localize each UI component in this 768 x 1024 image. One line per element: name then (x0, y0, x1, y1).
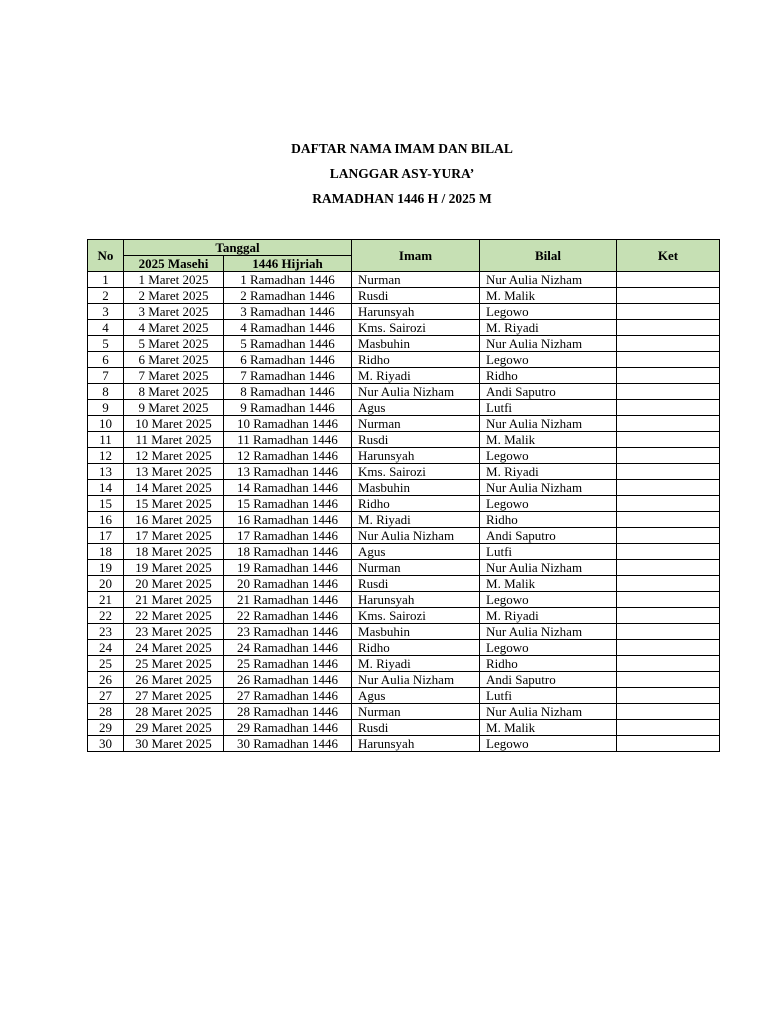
table-row (88, 720, 720, 736)
cell-no: 17 (88, 528, 124, 544)
cell-ket (617, 688, 720, 704)
cell-bilal: Andi Saputro (480, 528, 617, 544)
table-row (88, 352, 720, 368)
header-hijriah: 1446 Hijriah (224, 256, 352, 272)
cell-imam: Nur Aulia Nizham (352, 672, 480, 688)
cell-no: 15 (88, 496, 124, 512)
cell-ket (617, 512, 720, 528)
cell-imam: Harunsyah (352, 448, 480, 464)
cell-no: 30 (88, 736, 124, 752)
cell-imam: Ridho (352, 352, 480, 368)
table-row (88, 656, 720, 672)
cell-masehi: 12 Maret 2025 (124, 448, 224, 464)
table-row (88, 640, 720, 656)
cell-bilal: Legowo (480, 592, 617, 608)
cell-ket (617, 272, 720, 288)
cell-ket (617, 656, 720, 672)
cell-ket (617, 464, 720, 480)
cell-bilal: Ridho (480, 512, 617, 528)
cell-bilal: Nur Aulia Nizham (480, 416, 617, 432)
table-row (88, 704, 720, 720)
cell-no: 22 (88, 608, 124, 624)
cell-no: 10 (88, 416, 124, 432)
cell-hijriah: 4 Ramadhan 1446 (224, 320, 352, 336)
table-row (88, 512, 720, 528)
cell-imam: Harunsyah (352, 304, 480, 320)
cell-imam: Nurman (352, 560, 480, 576)
cell-masehi: 21 Maret 2025 (124, 592, 224, 608)
cell-hijriah: 5 Ramadhan 1446 (224, 336, 352, 352)
header-bilal: Bilal (480, 240, 617, 272)
table-row (88, 592, 720, 608)
cell-no: 1 (88, 272, 124, 288)
cell-hijriah: 26 Ramadhan 1446 (224, 672, 352, 688)
cell-masehi: 20 Maret 2025 (124, 576, 224, 592)
cell-no: 13 (88, 464, 124, 480)
cell-imam: Nur Aulia Nizham (352, 384, 480, 400)
cell-no: 20 (88, 576, 124, 592)
cell-bilal: Nur Aulia Nizham (480, 704, 617, 720)
cell-hijriah: 29 Ramadhan 1446 (224, 720, 352, 736)
cell-imam: Ridho (352, 640, 480, 656)
cell-hijriah: 18 Ramadhan 1446 (224, 544, 352, 560)
cell-ket (617, 720, 720, 736)
cell-imam: M. Riyadi (352, 368, 480, 384)
cell-bilal: Legowo (480, 352, 617, 368)
table-row (88, 672, 720, 688)
cell-ket (617, 560, 720, 576)
cell-no: 19 (88, 560, 124, 576)
cell-masehi: 16 Maret 2025 (124, 512, 224, 528)
cell-imam: Rusdi (352, 288, 480, 304)
table-row (88, 272, 720, 288)
header-no: No (88, 240, 124, 272)
cell-masehi: 26 Maret 2025 (124, 672, 224, 688)
cell-bilal: Nur Aulia Nizham (480, 624, 617, 640)
cell-ket (617, 400, 720, 416)
cell-ket (617, 416, 720, 432)
cell-ket (617, 576, 720, 592)
header-ket: Ket (617, 240, 720, 272)
cell-no: 27 (88, 688, 124, 704)
title-line-3: RAMADHAN 1446 H / 2025 M (312, 191, 492, 206)
cell-bilal: Nur Aulia Nizham (480, 272, 617, 288)
cell-hijriah: 17 Ramadhan 1446 (224, 528, 352, 544)
table-row (88, 608, 720, 624)
cell-no: 6 (88, 352, 124, 368)
cell-bilal: Legowo (480, 736, 617, 752)
cell-masehi: 3 Maret 2025 (124, 304, 224, 320)
cell-ket (617, 336, 720, 352)
cell-masehi: 6 Maret 2025 (124, 352, 224, 368)
cell-imam: Nurman (352, 704, 480, 720)
cell-hijriah: 6 Ramadhan 1446 (224, 352, 352, 368)
cell-hijriah: 2 Ramadhan 1446 (224, 288, 352, 304)
cell-ket (617, 544, 720, 560)
cell-bilal: Lutfi (480, 688, 617, 704)
cell-bilal: Nur Aulia Nizham (480, 336, 617, 352)
cell-hijriah: 1 Ramadhan 1446 (224, 272, 352, 288)
header-tanggal: Tanggal (124, 240, 352, 256)
cell-hijriah: 20 Ramadhan 1446 (224, 576, 352, 592)
cell-imam: Agus (352, 688, 480, 704)
cell-masehi: 2 Maret 2025 (124, 288, 224, 304)
cell-no: 28 (88, 704, 124, 720)
table-body (88, 272, 720, 752)
table-row (88, 544, 720, 560)
cell-no: 18 (88, 544, 124, 560)
cell-no: 16 (88, 512, 124, 528)
cell-imam: Kms. Sairozi (352, 320, 480, 336)
cell-hijriah: 9 Ramadhan 1446 (224, 400, 352, 416)
cell-bilal: Legowo (480, 448, 617, 464)
cell-no: 8 (88, 384, 124, 400)
cell-bilal: Andi Saputro (480, 384, 617, 400)
cell-masehi: 10 Maret 2025 (124, 416, 224, 432)
table-row (88, 336, 720, 352)
header-imam: Imam (352, 240, 480, 272)
cell-imam: Rusdi (352, 576, 480, 592)
table-row (88, 432, 720, 448)
cell-no: 21 (88, 592, 124, 608)
cell-masehi: 4 Maret 2025 (124, 320, 224, 336)
table-row (88, 400, 720, 416)
cell-ket (617, 448, 720, 464)
cell-imam: Nurman (352, 416, 480, 432)
cell-ket (617, 640, 720, 656)
table-row (88, 368, 720, 384)
cell-no: 14 (88, 480, 124, 496)
cell-bilal: Andi Saputro (480, 672, 617, 688)
cell-bilal: M. Malik (480, 576, 617, 592)
cell-masehi: 5 Maret 2025 (124, 336, 224, 352)
cell-hijriah: 24 Ramadhan 1446 (224, 640, 352, 656)
cell-masehi: 25 Maret 2025 (124, 656, 224, 672)
cell-bilal: M. Riyadi (480, 608, 617, 624)
cell-bilal: M. Malik (480, 288, 617, 304)
cell-masehi: 28 Maret 2025 (124, 704, 224, 720)
cell-no: 9 (88, 400, 124, 416)
cell-ket (617, 528, 720, 544)
cell-ket (617, 352, 720, 368)
table-row (88, 464, 720, 480)
cell-no: 3 (88, 304, 124, 320)
cell-imam: Nur Aulia Nizham (352, 528, 480, 544)
cell-masehi: 24 Maret 2025 (124, 640, 224, 656)
cell-masehi: 11 Maret 2025 (124, 432, 224, 448)
cell-hijriah: 21 Ramadhan 1446 (224, 592, 352, 608)
cell-hijriah: 15 Ramadhan 1446 (224, 496, 352, 512)
cell-imam: Rusdi (352, 432, 480, 448)
cell-imam: Agus (352, 544, 480, 560)
cell-no: 29 (88, 720, 124, 736)
cell-hijriah: 30 Ramadhan 1446 (224, 736, 352, 752)
cell-bilal: M. Malik (480, 720, 617, 736)
cell-ket (617, 304, 720, 320)
cell-masehi: 14 Maret 2025 (124, 480, 224, 496)
cell-masehi: 15 Maret 2025 (124, 496, 224, 512)
cell-hijriah: 27 Ramadhan 1446 (224, 688, 352, 704)
cell-imam: Ridho (352, 496, 480, 512)
cell-no: 4 (88, 320, 124, 336)
table-row (88, 688, 720, 704)
cell-hijriah: 12 Ramadhan 1446 (224, 448, 352, 464)
table-row (88, 320, 720, 336)
cell-bilal: Legowo (480, 640, 617, 656)
cell-ket (617, 624, 720, 640)
cell-masehi: 23 Maret 2025 (124, 624, 224, 640)
cell-ket (617, 368, 720, 384)
table-row (88, 576, 720, 592)
cell-imam: Kms. Sairozi (352, 608, 480, 624)
cell-masehi: 17 Maret 2025 (124, 528, 224, 544)
table-row (88, 624, 720, 640)
cell-masehi: 9 Maret 2025 (124, 400, 224, 416)
cell-hijriah: 23 Ramadhan 1446 (224, 624, 352, 640)
title-line-2: LANGGAR ASY-YURA’ (329, 166, 475, 181)
cell-no: 24 (88, 640, 124, 656)
table-row (88, 288, 720, 304)
cell-hijriah: 13 Ramadhan 1446 (224, 464, 352, 480)
cell-imam: M. Riyadi (352, 512, 480, 528)
cell-imam: Masbuhin (352, 624, 480, 640)
cell-no: 7 (88, 368, 124, 384)
document-title-block (0, 136, 768, 211)
table-row (88, 304, 720, 320)
imam-bilal-table (87, 239, 720, 752)
table-row (88, 448, 720, 464)
cell-hijriah: 3 Ramadhan 1446 (224, 304, 352, 320)
cell-masehi: 1 Maret 2025 (124, 272, 224, 288)
table-row (88, 528, 720, 544)
cell-masehi: 13 Maret 2025 (124, 464, 224, 480)
table-row (88, 736, 720, 752)
table-header-row-1 (88, 240, 720, 256)
cell-bilal: Nur Aulia Nizham (480, 480, 617, 496)
cell-imam: Harunsyah (352, 736, 480, 752)
cell-masehi: 19 Maret 2025 (124, 560, 224, 576)
cell-hijriah: 11 Ramadhan 1446 (224, 432, 352, 448)
cell-ket (617, 672, 720, 688)
cell-hijriah: 28 Ramadhan 1446 (224, 704, 352, 720)
cell-no: 25 (88, 656, 124, 672)
cell-no: 11 (88, 432, 124, 448)
cell-no: 2 (88, 288, 124, 304)
table-row (88, 480, 720, 496)
cell-bilal: Legowo (480, 304, 617, 320)
cell-ket (617, 704, 720, 720)
table-row (88, 560, 720, 576)
cell-ket (617, 480, 720, 496)
cell-imam: Nurman (352, 272, 480, 288)
cell-ket (617, 288, 720, 304)
table-row (88, 496, 720, 512)
cell-ket (617, 496, 720, 512)
cell-imam: Masbuhin (352, 480, 480, 496)
cell-imam: Masbuhin (352, 336, 480, 352)
cell-ket (617, 736, 720, 752)
cell-imam: M. Riyadi (352, 656, 480, 672)
cell-masehi: 30 Maret 2025 (124, 736, 224, 752)
cell-masehi: 27 Maret 2025 (124, 688, 224, 704)
table-row (88, 384, 720, 400)
cell-hijriah: 8 Ramadhan 1446 (224, 384, 352, 400)
cell-imam: Rusdi (352, 720, 480, 736)
cell-bilal: M. Riyadi (480, 464, 617, 480)
cell-bilal: Ridho (480, 656, 617, 672)
cell-imam: Kms. Sairozi (352, 464, 480, 480)
cell-masehi: 22 Maret 2025 (124, 608, 224, 624)
title-line-1: DAFTAR NAMA IMAM DAN BILAL (291, 141, 513, 156)
cell-hijriah: 25 Ramadhan 1446 (224, 656, 352, 672)
cell-bilal: Lutfi (480, 400, 617, 416)
cell-imam: Harunsyah (352, 592, 480, 608)
cell-ket (617, 432, 720, 448)
cell-ket (617, 608, 720, 624)
cell-bilal: Legowo (480, 496, 617, 512)
table-row (88, 416, 720, 432)
cell-no: 26 (88, 672, 124, 688)
cell-ket (617, 384, 720, 400)
header-masehi: 2025 Masehi (124, 256, 224, 272)
cell-bilal: M. Riyadi (480, 320, 617, 336)
cell-masehi: 7 Maret 2025 (124, 368, 224, 384)
cell-masehi: 29 Maret 2025 (124, 720, 224, 736)
cell-hijriah: 10 Ramadhan 1446 (224, 416, 352, 432)
cell-hijriah: 14 Ramadhan 1446 (224, 480, 352, 496)
cell-masehi: 18 Maret 2025 (124, 544, 224, 560)
cell-ket (617, 592, 720, 608)
cell-no: 5 (88, 336, 124, 352)
cell-hijriah: 16 Ramadhan 1446 (224, 512, 352, 528)
cell-bilal: Ridho (480, 368, 617, 384)
cell-no: 12 (88, 448, 124, 464)
cell-hijriah: 19 Ramadhan 1446 (224, 560, 352, 576)
cell-bilal: Nur Aulia Nizham (480, 560, 617, 576)
cell-bilal: M. Malik (480, 432, 617, 448)
cell-bilal: Lutfi (480, 544, 617, 560)
cell-imam: Agus (352, 400, 480, 416)
cell-ket (617, 320, 720, 336)
cell-no: 23 (88, 624, 124, 640)
cell-masehi: 8 Maret 2025 (124, 384, 224, 400)
cell-hijriah: 22 Ramadhan 1446 (224, 608, 352, 624)
cell-hijriah: 7 Ramadhan 1446 (224, 368, 352, 384)
